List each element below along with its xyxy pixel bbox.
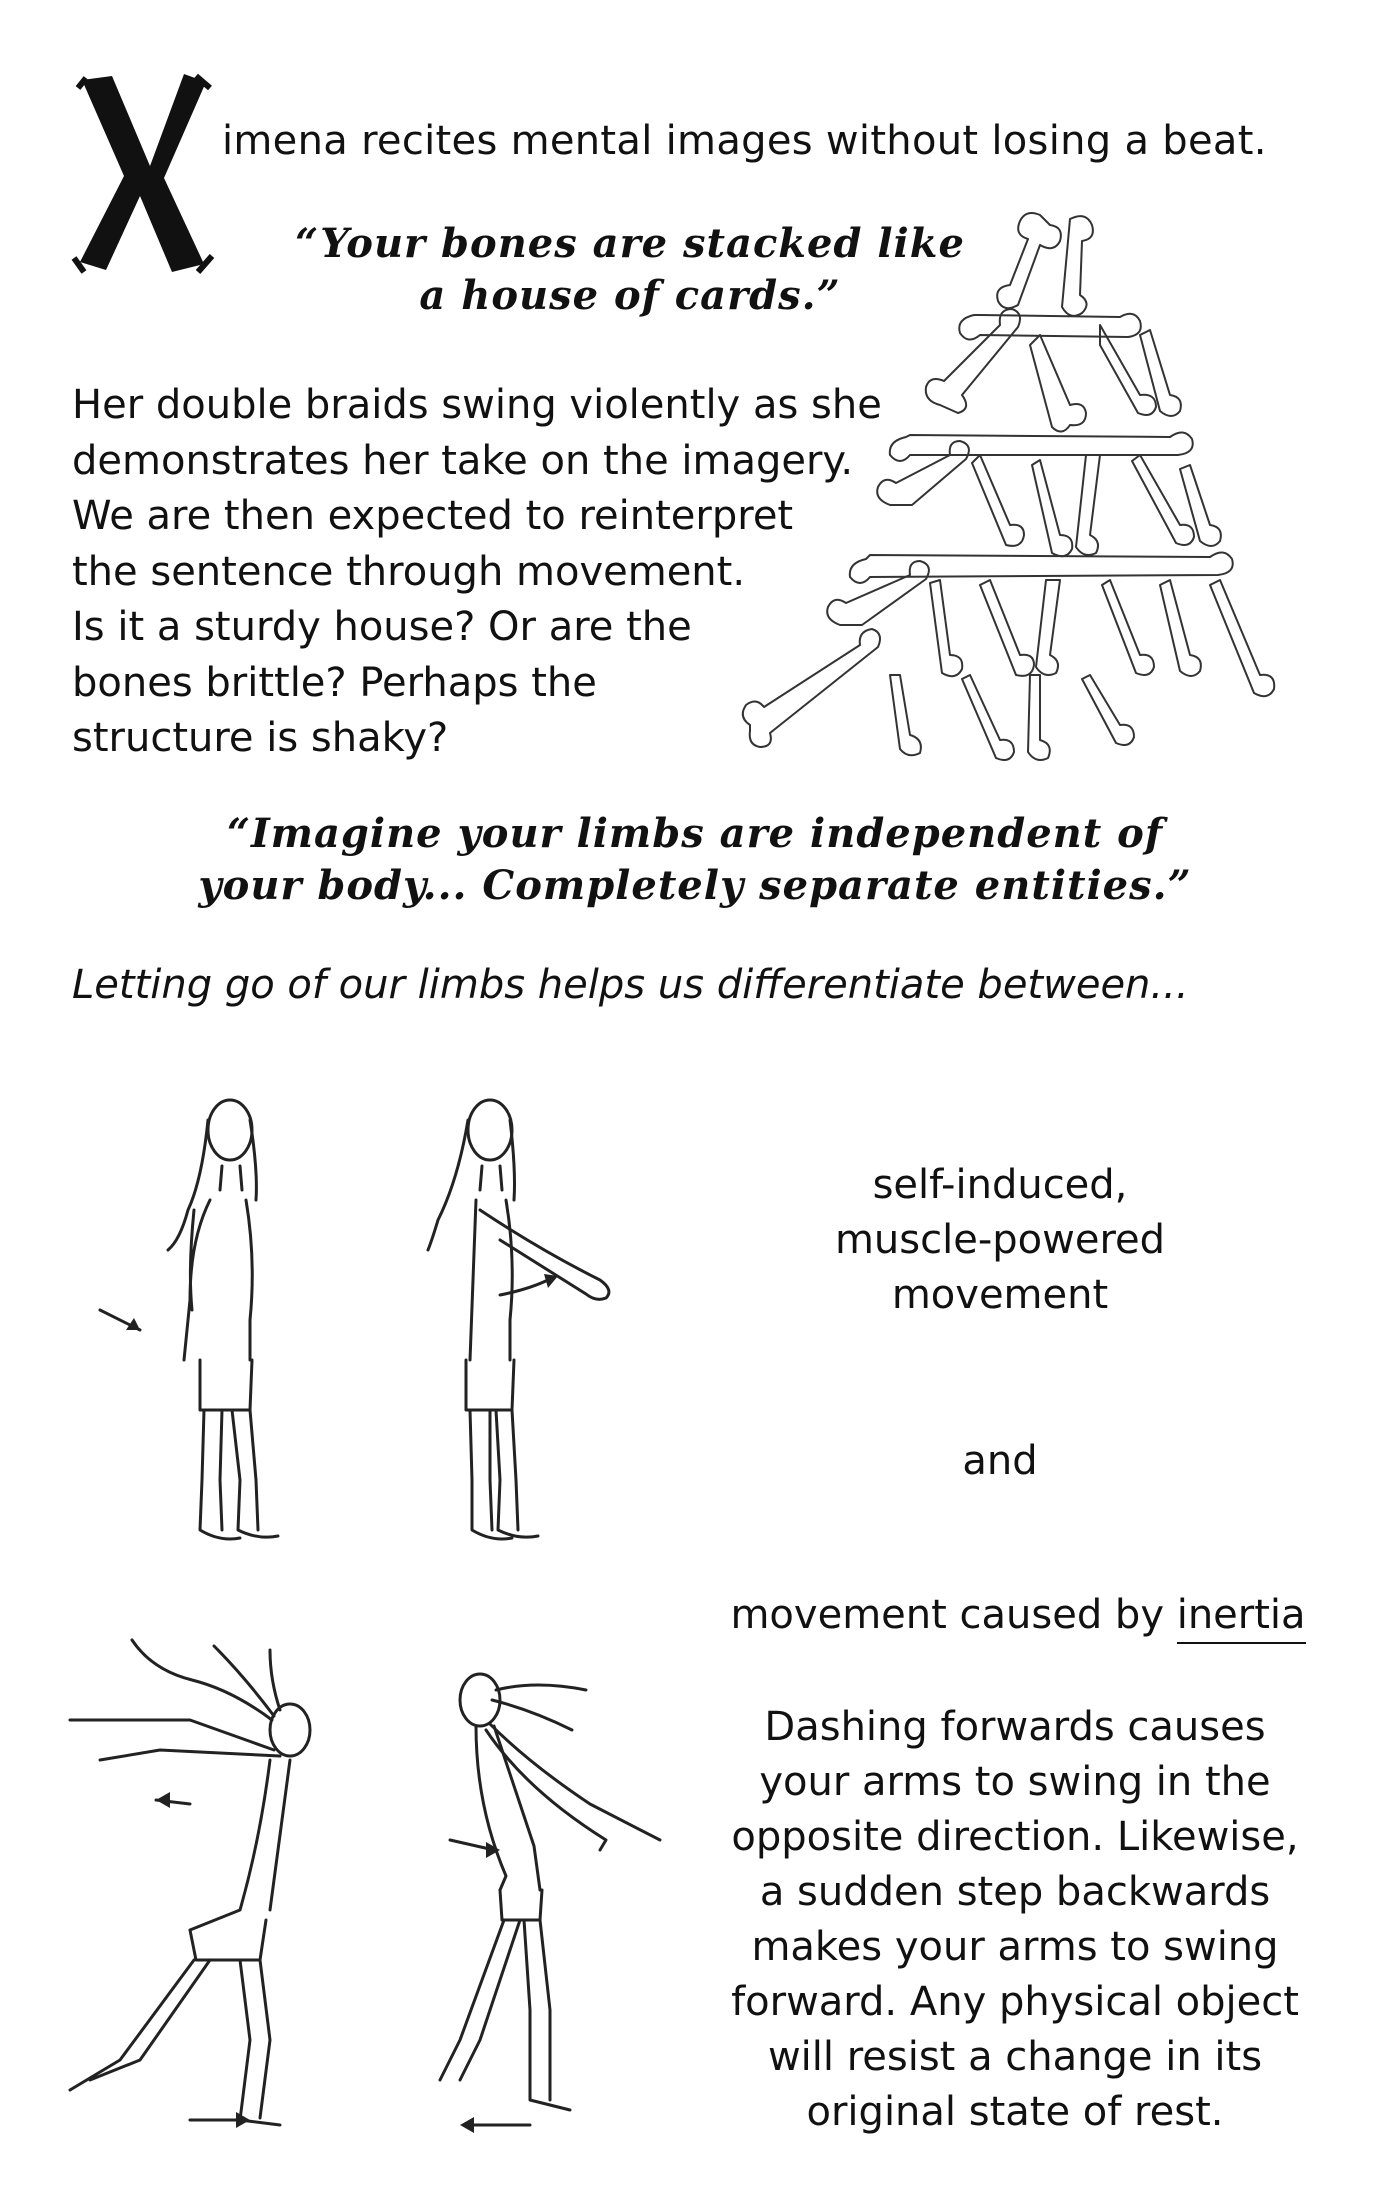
body-line: We are then expected to reinterpret (72, 493, 794, 539)
explanation-line: your arms to swing in the (759, 1759, 1271, 1805)
body-line: Is it a sturdy house? Or are the (72, 604, 692, 650)
drop-cap-x (72, 68, 212, 278)
quote-limbs (160, 808, 1230, 912)
label-inertia (718, 1588, 1318, 1643)
label-self-line-1: self-induced, (872, 1162, 1128, 1208)
lead-in-text: Letting go of our limbs helps us differentiate between... (72, 962, 1189, 1008)
body-line: demonstrates her take on the imagery. (72, 437, 854, 484)
explanation-line: Dashing forwards causes (764, 1704, 1266, 1750)
explanation-line: will resist a change in its (767, 2034, 1263, 2080)
body-line: bones brittle? Perhaps the (72, 659, 597, 706)
quote-limbs-line-1: “Imagine your limbs are independent of (226, 810, 1164, 857)
quote-bones-line-2: a house of cards.” (419, 272, 841, 319)
bone-pyramid-illustration (740, 205, 1300, 765)
explanation-line: a sudden step backwards (759, 1869, 1271, 1915)
quote-limbs-line-2: your body... Completely separate entities.” (198, 862, 1192, 909)
figure-dashing-forward (60, 1620, 350, 2140)
explanation-paragraph (705, 1700, 1325, 2140)
figure-stepping-backward (420, 1660, 680, 2140)
explanation-line: makes your arms to swing (751, 1924, 1279, 1970)
explanation-line: forward. Any physical object (731, 1979, 1299, 2025)
intro-line: imena recites mental images without losing a beat. (222, 118, 1267, 164)
label-self-line-2: muscle-powered (834, 1217, 1166, 1263)
body-line: structure is shaky? (72, 715, 449, 761)
body-line: the sentence through movement. (72, 548, 746, 595)
drop-cap-x-graphic (72, 68, 212, 278)
quote-bones-line-1: “Your bones are stacked like (295, 220, 965, 267)
label-self-induced (770, 1158, 1230, 1323)
label-and: and (962, 1438, 1038, 1484)
body-line: Her double braids swing violently as she (72, 382, 882, 428)
figure-standing-arms-down (90, 1090, 290, 1560)
explanation-line: opposite direction. Likewise, (731, 1814, 1299, 1860)
label-inertia-prefix: movement caused by (730, 1592, 1177, 1638)
figure-standing-arm-forward (420, 1090, 640, 1560)
label-self-line-3: movement (891, 1272, 1109, 1318)
explanation-line: original state of rest. (806, 2089, 1224, 2135)
label-inertia-term: inertia (1177, 1592, 1306, 1644)
